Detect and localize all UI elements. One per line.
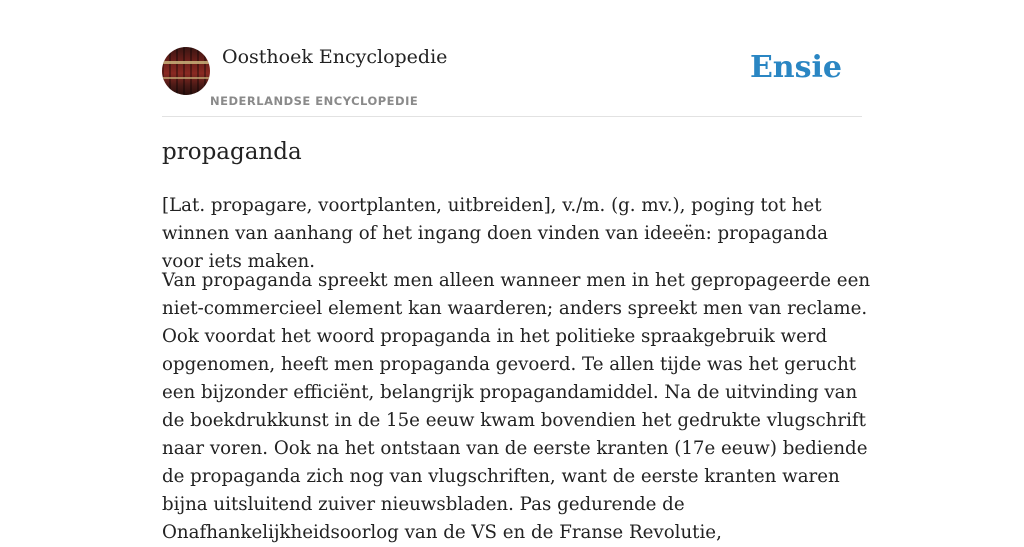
page bbox=[162, 0, 871, 543]
encyclopedia-books-avatar[interactable] bbox=[162, 47, 210, 95]
book-spines bbox=[162, 47, 210, 95]
book-band bbox=[162, 77, 210, 79]
site-title-link[interactable]: Oosthoek Encyclopedie bbox=[222, 46, 448, 68]
site-header bbox=[162, 0, 862, 117]
site-subtitle: NEDERLANDSE ENCYCLOPEDIE bbox=[210, 94, 419, 108]
entry-paragraph-body: Van propaganda spreekt men alleen wanneer men in het gepropageerde een niet-commercieel element kan waarderen; anders spreekt men van reclame. Ook voordat het woord propaganda in het politieke spraakgebruik werd opgenomen, heeft men propaganda gevoerd. Te allen tijde was het gerucht een bijzonder efficiënt, belangrijk propagandamiddel. Na de uitvinding van de boekdrukkunst in de 15e eeuw kwam bovendien het gedrukte vlugschrift naar voren. Ook na het ontstaan van de eerste kranten (17e eeuw) bediende de propaganda zich nog van vlugschriften, want de eerste kranten waren bijna uitsluitend zuiver nieuwsbladen. Pas gedurende de Onafhankelijkheidsoorlog van de VS en de Franse Revolutie, bbox=[162, 270, 871, 543]
entry-title: propaganda bbox=[162, 139, 302, 165]
ensie-logo-link[interactable]: Ensie bbox=[749, 50, 842, 85]
entry-paragraph-definition: [Lat. propagare, voortplanten, uitbreiden], v./m. (g. mv.), poging tot het winnen van aanhang of het ingang doen vinden van ideeën: propaganda voor iets maken. bbox=[162, 195, 828, 272]
book-band bbox=[162, 61, 210, 64]
